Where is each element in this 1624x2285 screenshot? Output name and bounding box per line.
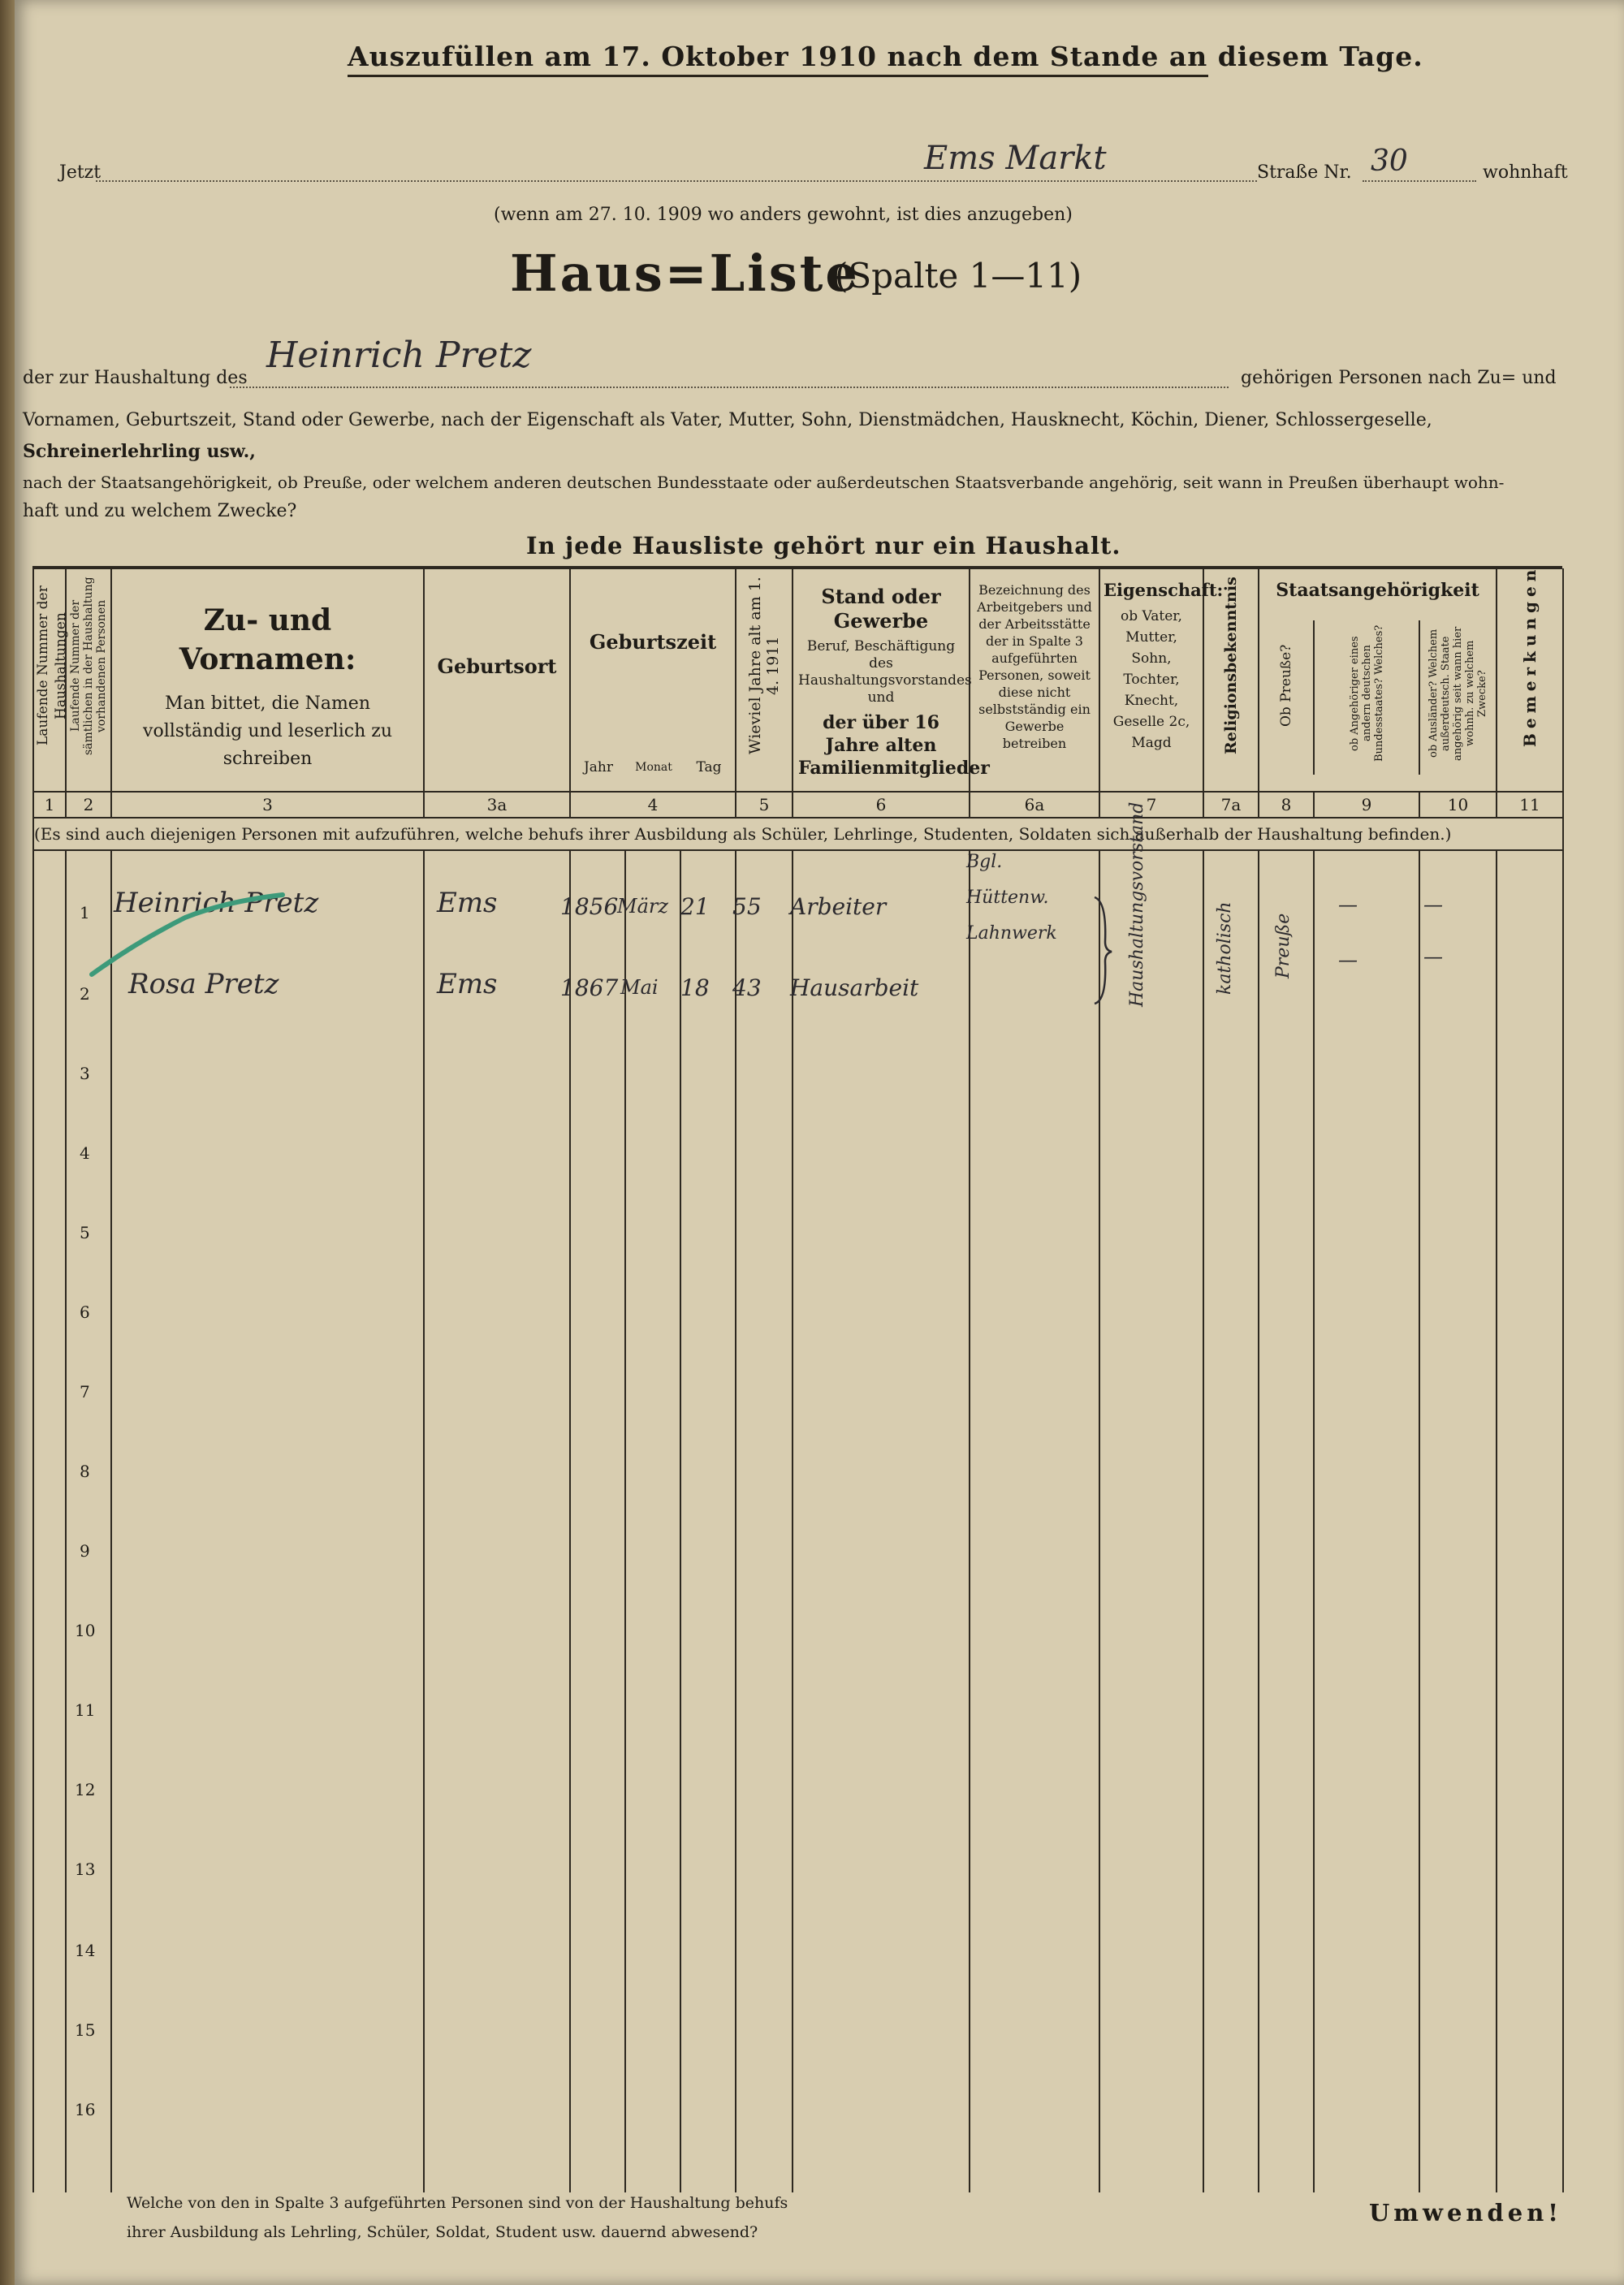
row-number: 16 bbox=[75, 2100, 96, 2119]
house-number-value: 30 bbox=[1371, 145, 1408, 178]
entry-1-employer: Bgl. Hüttenw. Lahnwerk bbox=[966, 852, 1057, 944]
row-number: 13 bbox=[75, 1860, 96, 1879]
colnum-6: 6 bbox=[793, 792, 970, 818]
entry-1-birthplace: Ems bbox=[437, 887, 498, 919]
col-3-note: Man bittet, die Namen vollständig und leserlich zu schreiben bbox=[143, 693, 392, 769]
row-number: 12 bbox=[75, 1780, 96, 1799]
row-number: 14 bbox=[75, 1941, 96, 1960]
household-name: Heinrich Pretz bbox=[266, 335, 532, 376]
entry-2-birthplace: Ems bbox=[437, 968, 498, 1000]
entry-1-prussian: Preuße bbox=[1273, 913, 1294, 978]
intro-line-4: nach der Staatsangehörigkeit, ob Preuße, oder welchem anderen deutschen Bundesstaate oder außerdeutschen Staatsverbande angehörig, seit wann in Preußen überhaupt wohn- bbox=[23, 473, 1505, 492]
col-8-10-header: Staatsangehörigkeit Ob Preuße? ob Angehöriger eines andern deutschen Bundesstaates? Welches? ob Ausländer? Welchem außerdeutsch. Staate angehörig seit wann hier wohnh. zu welchem Zwecke? bbox=[1259, 568, 1497, 792]
colnum-5: 5 bbox=[736, 792, 793, 818]
row-number: 1 bbox=[80, 903, 90, 922]
street-value: Ems Markt bbox=[924, 140, 1107, 177]
colnum-7a: 7a bbox=[1203, 792, 1259, 818]
turn-over-note: Umwenden! bbox=[1369, 2199, 1563, 2227]
col-2-header: Laufende Nummer der sämtlichen in der Haushaltung vorhandenen Personen bbox=[66, 568, 111, 792]
entry-2-name: Rosa Pretz bbox=[128, 968, 279, 1000]
colnum-4: 4 bbox=[570, 792, 736, 818]
entry-1-month: März bbox=[617, 895, 668, 918]
colnum-3a: 3a bbox=[424, 792, 570, 818]
col-3-header bbox=[111, 568, 424, 792]
form-title-sub: (Spalte 1—11) bbox=[835, 256, 1082, 296]
census-table bbox=[32, 564, 1564, 2192]
absent-question-line-1: Welche von den in Spalte 3 aufgeführten Personen sind von der Haushaltung behufs bbox=[127, 2194, 788, 2212]
census-form-page bbox=[15, 0, 1624, 2285]
row-number: 3 bbox=[80, 1064, 90, 1083]
green-check-mark bbox=[88, 885, 291, 983]
number-line bbox=[1363, 180, 1476, 182]
entry-2-day: 18 bbox=[680, 974, 710, 1001]
col-5-header: Wieviel Jahre alt am 1. 4. 1911 bbox=[736, 568, 793, 792]
household-line bbox=[230, 387, 1229, 388]
absent-question-line-2: ihrer Ausbildung als Lehrling, Schüler, Soldat, Student usw. dauernd abwesend? bbox=[127, 2223, 758, 2241]
absent-persons-note: (Es sind auch diejenigen Personen mit aufzuführen, welche behufs ihrer Ausbildung als Schüler, Lehrlinge, Studenten, Soldaten sich außerhalb der Haushaltung befinden.) bbox=[33, 818, 1563, 850]
row-number: 5 bbox=[80, 1223, 90, 1242]
row-number: 9 bbox=[80, 1541, 90, 1561]
entry-1-religion: katholisch bbox=[1215, 901, 1235, 995]
table-header-row bbox=[33, 568, 1563, 792]
col-6-header: Stand oder Gewerbe Beruf, Beschäftigung des Haushaltungsvorstandes und der über 16 Jahre alten Familienmitglieder bbox=[793, 568, 970, 792]
colnum-11: 11 bbox=[1497, 792, 1563, 818]
intro-line-3: Schreinerlehrling usw., bbox=[23, 441, 256, 462]
entry-1-day: 21 bbox=[680, 893, 710, 920]
colnum-6a: 6a bbox=[970, 792, 1099, 818]
col-7-header: Eigenschaft: ob Vater, Mutter, Sohn, Tochter, Knecht, Geselle 2c, Magd bbox=[1099, 568, 1203, 792]
form-title: Haus=Liste bbox=[510, 244, 860, 303]
entries-body bbox=[33, 850, 1563, 2192]
previous-address-note: (wenn am 27. 10. 1909 wo anders gewohnt, ist dies anzugeben) bbox=[494, 205, 1073, 225]
entry-2-year: 1867 bbox=[560, 974, 619, 1001]
household-suffix: gehörigen Personen nach Zu= und bbox=[1241, 368, 1557, 388]
col-7a-header: Religionsbekenntnis bbox=[1203, 568, 1259, 792]
col-11-header: Bemerkungen bbox=[1497, 568, 1563, 792]
one-household-heading: In jede Hausliste gehört nur ein Haushalt. bbox=[526, 532, 1121, 559]
row-number: 7 bbox=[80, 1382, 90, 1402]
entry-1-foreigner: — bbox=[1423, 893, 1443, 916]
entry-1-age: 55 bbox=[732, 893, 762, 920]
row-number: 6 bbox=[80, 1302, 90, 1322]
instruction-underline bbox=[348, 75, 1208, 77]
intro-line-5: haft und zu welchem Zwecke? bbox=[23, 501, 297, 521]
column-number-row bbox=[33, 792, 1563, 818]
entry-2-age: 43 bbox=[732, 974, 762, 1001]
brace-mark bbox=[1091, 893, 1115, 1007]
row-number: 4 bbox=[80, 1143, 90, 1163]
entry-1-occupation: Arbeiter bbox=[790, 893, 887, 920]
entry-1-year: 1856 bbox=[560, 893, 619, 920]
col-3a-header: Geburtsort bbox=[424, 568, 570, 792]
note-row bbox=[33, 818, 1563, 850]
colnum-2: 2 bbox=[66, 792, 111, 818]
address-line bbox=[96, 180, 1257, 182]
entry-2-month: Mai bbox=[620, 976, 659, 999]
entry-1-relation: Haushaltungsvorstand bbox=[1127, 801, 1147, 1007]
row-number: 2 bbox=[80, 984, 90, 1004]
label-wohnhaft: wohnhaft bbox=[1483, 162, 1568, 183]
entry-1-name: Heinrich Pretz bbox=[114, 887, 319, 919]
colnum-10: 10 bbox=[1419, 792, 1497, 818]
row-number: 8 bbox=[80, 1462, 90, 1481]
label-strasse-nr: Straße Nr. bbox=[1257, 162, 1352, 183]
entry-2-occupation: Hausarbeit bbox=[790, 974, 919, 1001]
colnum-9: 9 bbox=[1314, 792, 1419, 818]
row-number: 15 bbox=[75, 2020, 96, 2040]
col-4-header: Geburtszeit Jahr Monat Tag bbox=[570, 568, 736, 792]
label-jetzt: Jetzt bbox=[59, 162, 102, 183]
colnum-7: 7 bbox=[1099, 792, 1203, 818]
intro-line-2: Vornamen, Geburtszeit, Stand oder Gewerbe, nach der Eigenschaft als Vater, Mutter, Sohn, Dienstmädchen, Hausknecht, Köchin, Diener, Schlossergeselle, bbox=[23, 410, 1432, 430]
entry-2-foreigner: — bbox=[1423, 945, 1443, 968]
colnum-3: 3 bbox=[111, 792, 424, 818]
colnum-1: 1 bbox=[33, 792, 66, 818]
entry-2-other-state: — bbox=[1338, 948, 1358, 971]
col-3-title: Zu- und Vornamen: bbox=[179, 603, 356, 676]
book-binding bbox=[0, 0, 15, 2285]
col-1-header: Laufende Nummer der Haushaltungen bbox=[33, 568, 66, 792]
fill-instruction: Auszufüllen am 17. Oktober 1910 nach dem Stande an diesem Tage. bbox=[348, 41, 1423, 72]
entry-1-other-state: — bbox=[1338, 893, 1358, 916]
row-number: 11 bbox=[75, 1700, 96, 1720]
row-number: 10 bbox=[75, 1621, 96, 1640]
household-prefix: der zur Haushaltung des bbox=[23, 368, 248, 388]
colnum-8: 8 bbox=[1259, 792, 1314, 818]
col-6a-header: Bezeichnung des Arbeitgebers und der Arbeitsstätte der in Spalte 3 aufgeführten Personen, soweit diese nicht selbstständig ein Gewerbe betreiben bbox=[970, 568, 1099, 792]
staat-heading: Staatsangehörigkeit bbox=[1276, 580, 1479, 601]
